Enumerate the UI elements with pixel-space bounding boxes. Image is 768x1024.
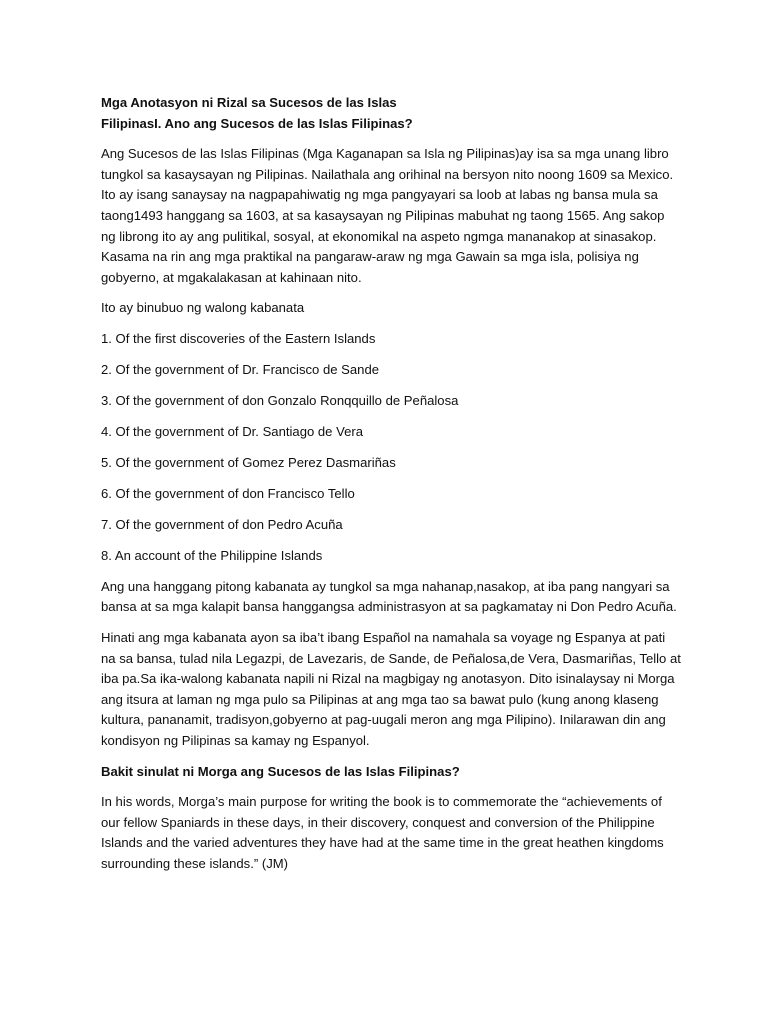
chapter-item-5: 5. Of the government of Gomez Perez Dasmariñas	[101, 454, 396, 470]
intro-paragraph: Ang Sucesos de las Islas Filipinas (Mga Kaganapan sa Isla ng Pilipinas)ay isa sa mga unang libro tungkol sa kasaysayan ng Pilipinas. Nailathala ang orihinal na bersyon nito noong 1609 sa Mexico. Ito ay isang sanaysay na nagpapahiwatig ng mga pangyayari sa loob at labas ng bansa mula sa taong1493 hanggang sa 1603, at sa kasaysayan ng Pilipinas mabuhat ng taong 1565. Ang sakop ng librong ito ay ang pulitikal, sosyal, at ekonomikal na aspeto ngmga mananakop at sinasakop. Kasama na rin ang mga praktikal na pangaraw-araw ng mga Gawain sa mga isla, polisiya ng gobyerno, at mgakalakasan at kahinaan nito.	[101, 146, 674, 285]
document-title	[101, 93, 681, 134]
chapters-summary-paragraph: Ang una hanggang pitong kabanata ay tungkol sa mga nahanap,nasakop, at iba pang nangyari sa bansa at sa mga kalapit bansa hanggangsa administrasyon at sa pagkamatay ni Don Pedro Acuña.	[101, 578, 677, 615]
chapter-list	[101, 329, 681, 566]
chapter-item-6: 6. Of the government of don Francisco Tello	[101, 485, 355, 501]
document-page	[101, 93, 681, 885]
title-line-1: Mga Anotasyon ni Rizal sa Sucesos de las Islas	[101, 95, 397, 110]
chapter-item-7: 7. Of the government of don Pedro Acuña	[101, 516, 343, 532]
chapters-intro: Ito ay binubuo ng walong kabanata	[101, 300, 305, 316]
title-line-2: FilipinasI. Ano ang Sucesos de las Islas Filipinas?	[101, 115, 413, 131]
division-paragraph: Hinati ang mga kabanata ayon sa iba’t ibang Español na namahala sa voyage ng Espanya at pati na sa bansa, tulad nila Legazpi, de Lavezaris, de Sande, de Peñalosa,de Vera, Dasmariñas, Tello at iba pa.Sa ika-walong kabanata napili ni Rizal na magbigay ng anotasyon. Dito isinalaysay ni Morga ang itsura at laman ng mga pulo sa Pilipinas at ang mga tao sa bawat pulo (kung anong klaseng kultura, pananamit, tradisyon,gobyerno at pag-uugali meron ang mga Pilipino). Inilarawan din ang kondisyon ng Pilipinas sa kamay ng Espanyol.	[101, 630, 681, 748]
section-heading: Bakit sinulat ni Morga ang Sucesos de las Islas Filipinas?	[101, 763, 460, 779]
quote-paragraph: In his words, Morga’s main purpose for writing the book is to commemorate the “achievements of our fellow Spaniards in these days, in their discovery, conquest and conversion of the Philippine Islands and the varied adventures they have had at the same time in the great heathen kingdoms surrounding these islands.” (JM)	[101, 794, 664, 871]
chapter-item-4: 4. Of the government of Dr. Santiago de Vera	[101, 423, 364, 439]
chapter-item-2: 2. Of the government of Dr. Francisco de Sande	[101, 361, 380, 377]
chapter-item-8: 8. An account of the Philippine Islands	[101, 547, 323, 563]
chapter-item-1: 1. Of the first discoveries of the Eastern Islands	[101, 330, 376, 346]
chapter-item-3: 3. Of the government of don Gonzalo Ronqquillo de Peñalosa	[101, 392, 459, 408]
